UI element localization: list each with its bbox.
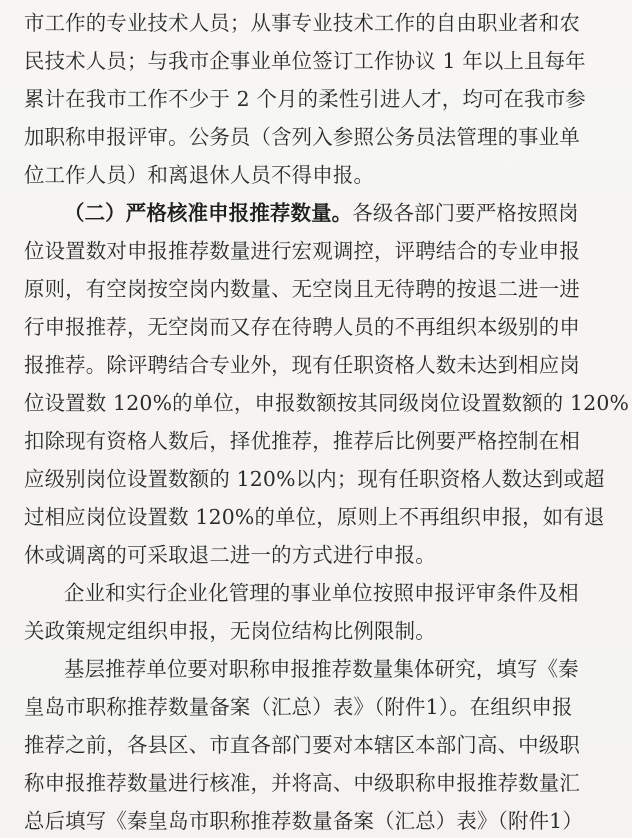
text-line-2: 民技术人员；与我市企事业单位签订工作协议 1 年以上且每年 xyxy=(24,49,586,73)
text-line-15: 休或调离的可采取退二进一的方式进行申报。 xyxy=(24,543,436,567)
text-line-3: 累计在我市工作不少于 2 个月的柔性引进人才，均可在我市参 xyxy=(24,87,586,111)
section-heading-rest: 各级各部门要严格按照岗 xyxy=(352,201,579,225)
text-line-17: 关政策规定组织申报，无岗位结构比例限制。 xyxy=(24,619,436,643)
text-line-13: 应级别岗位设置数额的 120%以内；现有任职资格人数达到或超 xyxy=(24,467,605,491)
text-line-22: 总后填写《秦皇岛市职称推荐数量备案（汇总）表》（附件1） xyxy=(24,809,583,833)
text-line-12: 扣除现有资格人数后，择优推荐，推荐后比例要严格控制在相 xyxy=(24,429,580,453)
text-line-5: 位工作人员）和离退休人员不得申报。 xyxy=(24,163,375,187)
text-line-1: 市工作的专业技术人员；从事专业技术工作的自由职业者和农 xyxy=(24,11,580,35)
text-line-18: 基层推荐单位要对职称申报推荐数量集体研究，填写《秦 xyxy=(64,657,579,681)
text-line-8: 原则，有空岗按空岗内数量、无空岗且无待聘的按退二进一进 xyxy=(24,277,580,301)
text-line-11: 位设置数 120%的单位，申报数额按其同级岗位设置数额的 120% xyxy=(24,391,630,415)
text-line-20: 推荐之前，各县区、市直各部门要对本辖区本部门高、中级职 xyxy=(24,733,580,757)
text-line-7: 位设置数对申报推荐数量进行宏观调控，评聘结合的专业申报 xyxy=(24,239,580,263)
section-heading: （二）严格核准申报推荐数量。 xyxy=(64,201,353,225)
text-line-19: 皇岛市职称推荐数量备案（汇总）表》（附件1）。在组织申报 xyxy=(24,695,573,719)
text-line-9: 行申报推荐，无空岗而又存在待聘人员的不再组织本级别的申 xyxy=(24,315,580,339)
text-line-14: 过相应岗位设置数 120%的单位，原则上不再组织申报，如有退 xyxy=(24,505,605,529)
text-line-10: 报推荐。除评聘结合专业外，现有任职资格人数未达到相应岗 xyxy=(24,353,580,377)
text-line-21: 称申报推荐数量进行核准，并将高、中级职称申报推荐数量汇 xyxy=(24,771,580,795)
text-line-16: 企业和实行企业化管理的事业单位按照申报评审条件及相 xyxy=(64,581,579,605)
text-line-4: 加职称申报评审。公务员（含列入参照公务员法管理的事业单 xyxy=(24,125,580,149)
section-heading-line xyxy=(64,196,620,230)
